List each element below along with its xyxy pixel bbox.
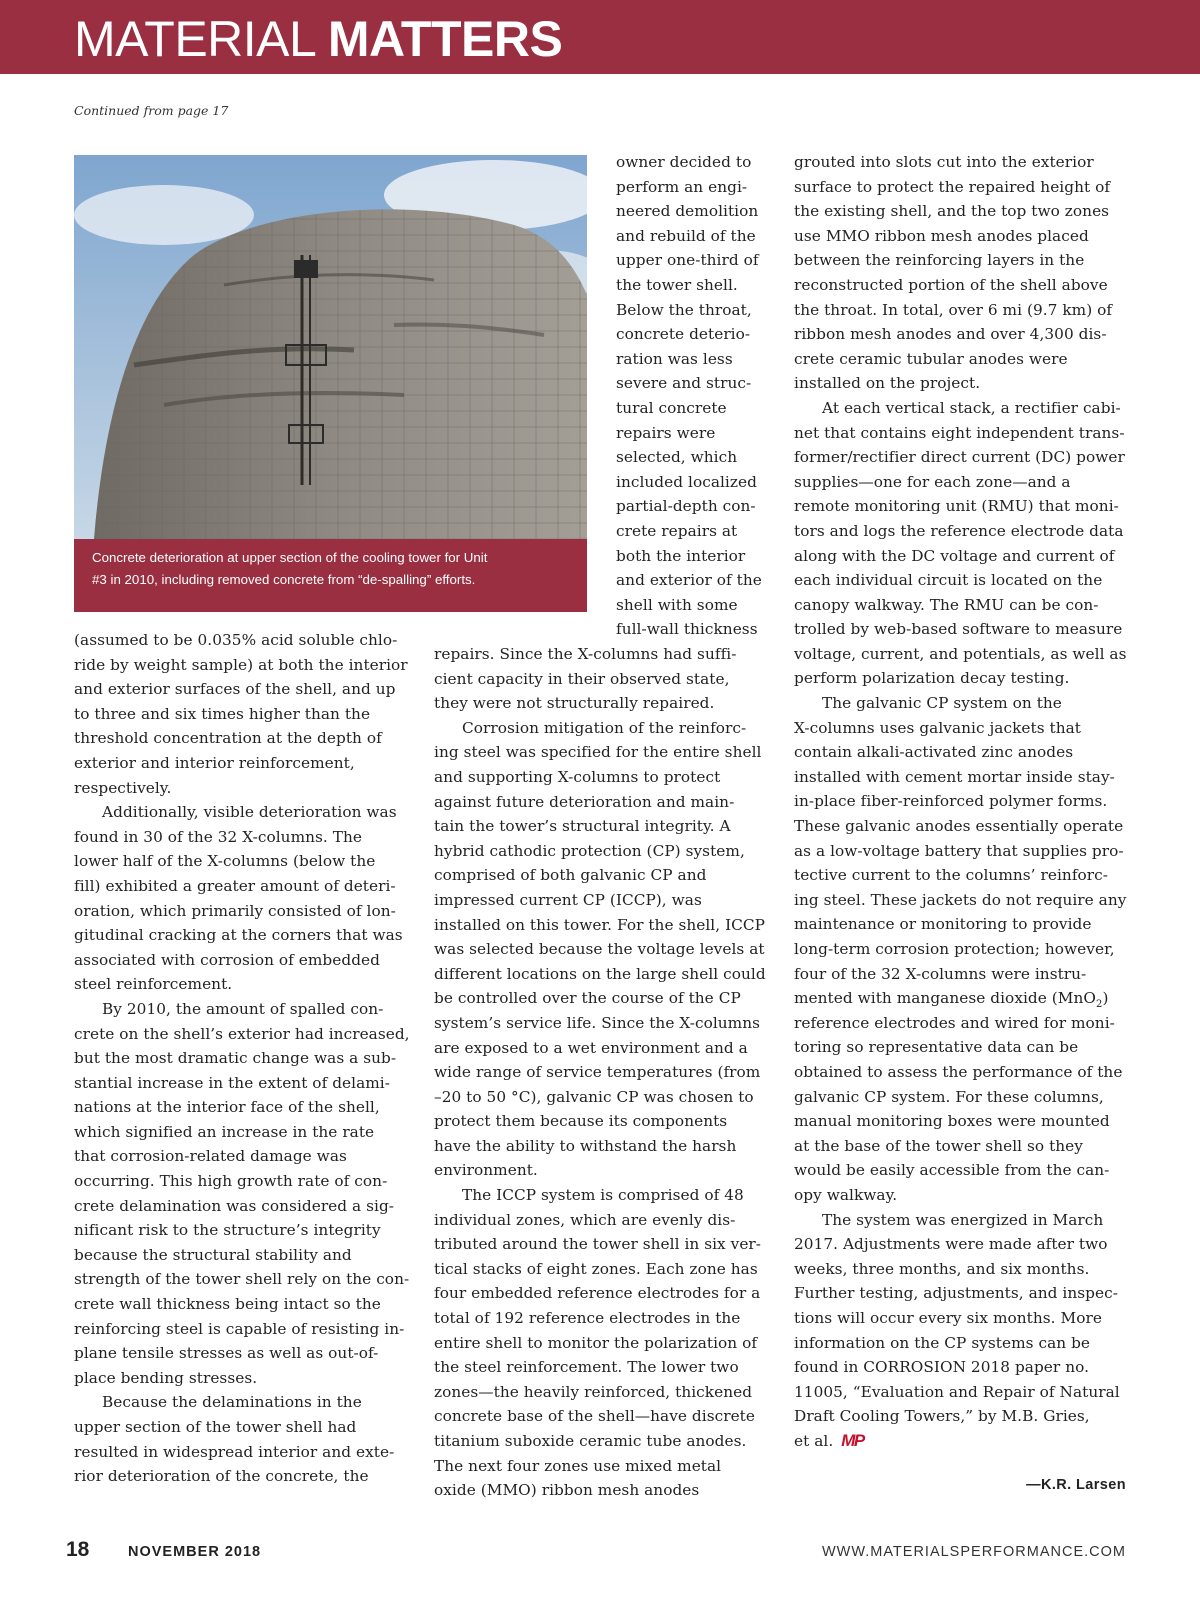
- text-line: and exterior of the: [616, 571, 762, 590]
- text-line: the steel reinforcement. The lower two: [434, 1358, 739, 1377]
- text-line: respectively.: [74, 778, 172, 797]
- text-line: The next four zones use mixed metal: [434, 1456, 722, 1475]
- text-line: tions will occur every six months. More: [794, 1308, 1102, 1327]
- text-line: be controlled over the course of the CP: [434, 989, 741, 1008]
- text-line: obtained to assess the performance of the: [794, 1062, 1123, 1081]
- text-line: X-columns uses galvanic jackets that: [794, 718, 1081, 737]
- text-line: to three and six times higher than the: [74, 704, 371, 723]
- text-line: toring so representative data can be: [794, 1038, 1079, 1057]
- text-line: associated with corrosion of embedded: [74, 950, 381, 969]
- text-line: four embedded reference electrodes for a: [434, 1284, 761, 1303]
- text-line: oration, which primarily consisted of lon-: [74, 901, 396, 920]
- paragraph: [794, 691, 1134, 1207]
- magazine-section-title: [74, 10, 562, 68]
- text-line: comprised of both galvanic CP and: [434, 866, 707, 885]
- text-line: owner decided to: [616, 153, 752, 171]
- text-line: which signified an increase in the rate: [74, 1122, 375, 1141]
- paragraph: [434, 1183, 769, 1503]
- text-line: Draft Cooling Towers,” by M.B. Gries,: [794, 1407, 1090, 1426]
- text-line: concrete base of the shell—have discrete: [434, 1407, 755, 1426]
- text-line: occurring. This high growth rate of con-: [74, 1172, 388, 1191]
- text-line: reinforcing steel is capable of resisting in-: [74, 1319, 405, 1338]
- text-line: weeks, three months, and six months.: [794, 1259, 1090, 1278]
- text-line: resulted in widespread interior and exte-: [74, 1442, 395, 1461]
- text-line: repairs. Since the X-columns had suffi-: [434, 645, 737, 663]
- text-line: and rebuild of the: [616, 226, 756, 245]
- article-column-2: [434, 642, 769, 1503]
- author-byline: —K.R. Larsen: [1026, 1477, 1126, 1493]
- text-line: hybrid cathodic protection (CP) system,: [434, 841, 745, 860]
- paragraph: [794, 1208, 1134, 1454]
- text-line: place bending stresses.: [74, 1368, 258, 1387]
- text-line: steel reinforcement.: [74, 975, 233, 994]
- text-line: galvanic CP system. For these columns,: [794, 1087, 1104, 1106]
- text-line: (assumed to be 0.035% acid soluble chlo-: [74, 631, 398, 649]
- text-line: stantial increase in the extent of delami-: [74, 1073, 390, 1092]
- text-line: entire shell to monitor the polarization of: [434, 1333, 758, 1352]
- text-line: upper one-third of: [616, 251, 759, 270]
- article-column-1: [74, 628, 414, 1489]
- text-line: installed on this tower. For the shell, ICCP: [434, 915, 766, 934]
- text-line: tural concrete: [616, 398, 727, 417]
- text-line: Additionally, visible deterioration was: [102, 803, 397, 822]
- text-line: The galvanic CP system on the: [822, 694, 1062, 713]
- page-number: 18: [66, 1538, 90, 1561]
- text-line: included localized: [616, 472, 757, 491]
- text-line: selected, which: [616, 448, 738, 467]
- text-line: net that contains eight independent trans-: [794, 423, 1125, 442]
- text-line: shell with some: [616, 595, 738, 614]
- text-line: four of the 32 X-columns were instru-: [794, 964, 1087, 983]
- paragraph: [74, 1390, 414, 1488]
- text-line: ration was less: [616, 349, 733, 368]
- text-line: different locations on the large shell could: [434, 964, 766, 983]
- text-line: contain alkali-activated zinc anodes: [794, 743, 1074, 762]
- text-line: The ICCP system is comprised of 48: [462, 1186, 744, 1205]
- text-line: These galvanic anodes essentially operate: [794, 817, 1124, 836]
- text-line: long-term corrosion protection; however,: [794, 940, 1115, 958]
- text-line: individual zones, which are evenly dis-: [434, 1210, 736, 1229]
- text-line: they were not structurally repaired.: [434, 694, 715, 713]
- text-line: between the reinforcing layers in the: [794, 251, 1085, 270]
- text-line: tective current to the columns’ reinforc-: [794, 866, 1108, 885]
- text-line: Corrosion mitigation of the reinforc-: [462, 718, 747, 737]
- closing-text: et al.: [794, 1431, 834, 1450]
- text-line: crete wall thickness being intact so the: [74, 1295, 381, 1314]
- text-line: ing steel was specified for the entire shell: [434, 743, 762, 762]
- text-line: would be easily accessible from the can-: [794, 1161, 1110, 1180]
- text-line: 2017. Adjustments were made after two: [794, 1235, 1108, 1254]
- text-line: tributed around the tower shell in six ver-: [434, 1235, 762, 1254]
- text-line: –20 to 50 °C), galvanic CP was chosen to: [434, 1087, 754, 1106]
- text-line: the existing shell, and the top two zones: [794, 202, 1110, 221]
- text-line: zones—the heavily reinforced, thickened: [434, 1382, 753, 1401]
- text-line: lower half of the X-columns (below the: [74, 852, 376, 871]
- text-line: at the base of the tower shell so they: [794, 1136, 1083, 1155]
- text-line: opy walkway.: [794, 1185, 898, 1204]
- title-light: MATERIAL: [74, 11, 328, 67]
- text-line: tical stacks of eight zones. Each zone has: [434, 1259, 758, 1278]
- text-line: crete delamination was considered a sig-: [74, 1196, 395, 1215]
- text-line: neered demolition: [616, 202, 759, 221]
- text-line: former/rectifier direct current (DC) power: [794, 448, 1125, 467]
- text-line: repairs were: [616, 423, 716, 442]
- text-line: rior deterioration of the concrete, the: [74, 1467, 369, 1486]
- cooling-tower-photo: [74, 155, 587, 539]
- text-line: plane tensile stresses as well as out-of-: [74, 1344, 379, 1363]
- text-line: nations at the interior face of the shell,: [74, 1098, 380, 1117]
- figure: [74, 155, 587, 612]
- mno2-before: mented with manganese dioxide (MnO: [794, 989, 1097, 1008]
- figure-caption: [92, 547, 572, 591]
- text-line: but the most dramatic change was a sub-: [74, 1049, 397, 1068]
- paragraph: [434, 642, 769, 716]
- text-line: along with the DC voltage and current of: [794, 546, 1115, 565]
- text-line: gitudinal cracking at the corners that was: [74, 926, 403, 945]
- text-line: crete on the shell’s exterior had increased,: [74, 1024, 410, 1043]
- text-line: in-place fiber-reinforced polymer forms.: [794, 792, 1108, 811]
- text-line: impressed current CP (ICCP), was: [434, 890, 702, 909]
- text-line: as a low-voltage battery that supplies pro-: [794, 841, 1124, 860]
- text-line: canopy walkway. The RMU can be con-: [794, 595, 1099, 614]
- text-line: By 2010, the amount of spalled con-: [102, 999, 384, 1018]
- text-line: partial-depth con-: [616, 497, 756, 516]
- text-line: the throat. In total, over 6 mi (9.7 km) of: [794, 300, 1113, 319]
- paragraph: [794, 150, 1134, 396]
- text-line: 11005, “Evaluation and Repair of Natural: [794, 1382, 1120, 1401]
- text-line: tain the tower’s structural integrity. A: [434, 817, 731, 836]
- text-line: both the interior: [616, 546, 746, 565]
- text-line: The system was energized in March: [822, 1210, 1104, 1229]
- text-line: use MMO ribbon mesh anodes placed: [794, 226, 1089, 245]
- paragraph: [794, 396, 1134, 691]
- text-line: upper section of the tower shell had: [74, 1418, 357, 1436]
- text-line: system’s service life. Since the X-columns: [434, 1013, 761, 1032]
- text-line: installed with cement mortar inside stay-: [794, 767, 1115, 786]
- text-line: each individual circuit is located on the: [794, 571, 1103, 590]
- paragraph: [74, 628, 414, 800]
- text-line: Further testing, adjustments, and inspec-: [794, 1284, 1118, 1303]
- text-line: information on the CP systems can be: [794, 1333, 1091, 1352]
- text-line: wide range of service temperatures (from: [434, 1063, 761, 1082]
- article-column-2-top: [616, 150, 776, 642]
- text-line: ride by weight sample) at both the interior: [74, 655, 408, 674]
- text-line: against future deterioration and main-: [434, 792, 735, 811]
- mp-end-mark-logo: MP: [841, 1430, 864, 1450]
- text-line: oxide (MMO) ribbon mesh anodes: [434, 1481, 700, 1500]
- text-line: the tower shell.: [616, 275, 738, 294]
- issue-date: NOVEMBER 2018: [128, 1544, 262, 1560]
- text-line: grouted into slots cut into the exterior: [794, 153, 1094, 171]
- mno2-after: ): [1102, 989, 1109, 1008]
- website-url: WWW.MATERIALSPERFORMANCE.COM: [821, 1544, 1126, 1560]
- text-line: voltage, current, and potentials, as well as: [794, 644, 1127, 663]
- text-line: supplies—one for each zone—and a: [794, 472, 1071, 491]
- text-line: exterior and interior reinforcement,: [74, 753, 355, 772]
- text-line: ing steel. These jackets do not require any: [794, 890, 1127, 909]
- text-line: because the structural stability and: [74, 1245, 352, 1264]
- text-line: perform an engi-: [616, 177, 748, 196]
- text-line: titanium suboxide ceramic tube anodes.: [434, 1432, 747, 1450]
- text-line: reconstructed portion of the shell above: [794, 275, 1108, 294]
- text-line-mno2: [794, 986, 1134, 1011]
- text-line: cient capacity in their observed state,: [434, 669, 730, 688]
- text-line: At each vertical stack, a rectifier cabi-: [822, 398, 1121, 417]
- text-line: manual monitoring boxes were mounted: [794, 1112, 1110, 1131]
- text-line: concrete deterio-: [616, 325, 751, 344]
- paragraph: [74, 800, 414, 997]
- text-line: fill) exhibited a greater amount of deteri-: [74, 876, 396, 895]
- text-line: ribbon mesh anodes and over 4,300 dis-: [794, 325, 1107, 344]
- mno2-subscript: 2: [1096, 999, 1103, 1011]
- text-line: protect them because its components: [434, 1112, 728, 1131]
- text-line: crete ceramic tubular anodes were: [794, 349, 1068, 368]
- paragraph: [434, 716, 769, 1183]
- text-line: found in 30 of the 32 X-columns. The: [74, 827, 363, 846]
- text-line: trolled by web-based software to measure: [794, 620, 1123, 639]
- text-line: that corrosion-related damage was: [74, 1147, 347, 1166]
- text-line: strength of the tower shell rely on the con-: [74, 1270, 410, 1289]
- text-line: full-wall thickness: [616, 620, 758, 639]
- text-line: Because the delaminations in the: [102, 1393, 362, 1412]
- article-column-3: [794, 150, 1134, 1453]
- text-line: maintenance or monitoring to provide: [794, 915, 1092, 934]
- text-line: surface to protect the repaired height of: [794, 177, 1111, 196]
- text-line: nificant risk to the structure’s integrity: [74, 1221, 381, 1240]
- text-line: and exterior surfaces of the shell, and up: [74, 680, 396, 699]
- continued-note: Continued from page 17: [74, 103, 229, 118]
- text-line: environment.: [434, 1161, 538, 1180]
- text-line: perform polarization decay testing.: [794, 669, 1070, 688]
- text-line: have the ability to withstand the harsh: [434, 1136, 737, 1155]
- text-line: total of 192 reference electrodes in the: [434, 1309, 741, 1328]
- title-bold: MATTERS: [327, 11, 563, 67]
- text-line: found in CORROSION 2018 paper no.: [794, 1358, 1089, 1377]
- caption-line: #3 in 2010, including removed concrete from “de-spalling” efforts.: [92, 572, 476, 587]
- paragraph: [74, 997, 414, 1391]
- text-line: installed on the project.: [794, 374, 981, 393]
- header-banner: [0, 0, 1200, 74]
- text-line: remote monitoring unit (RMU) that moni-: [794, 497, 1119, 516]
- text-line: was selected because the voltage levels at: [434, 940, 765, 959]
- caption-line: Concrete deterioration at upper section of the cooling tower for Unit: [92, 550, 488, 565]
- text-line: reference electrodes and wired for moni-: [794, 1013, 1115, 1032]
- text-line: Below the throat,: [616, 300, 752, 319]
- text-line-last: [794, 1429, 1134, 1454]
- text-line: are exposed to a wet environment and a: [434, 1038, 748, 1057]
- text-line: tors and logs the reference electrode data: [794, 521, 1124, 540]
- text-line: crete repairs at: [616, 521, 738, 540]
- text-line: threshold concentration at the depth of: [74, 729, 382, 748]
- text-line: and supporting X-columns to protect: [434, 767, 721, 786]
- text-line: severe and struc-: [616, 374, 752, 393]
